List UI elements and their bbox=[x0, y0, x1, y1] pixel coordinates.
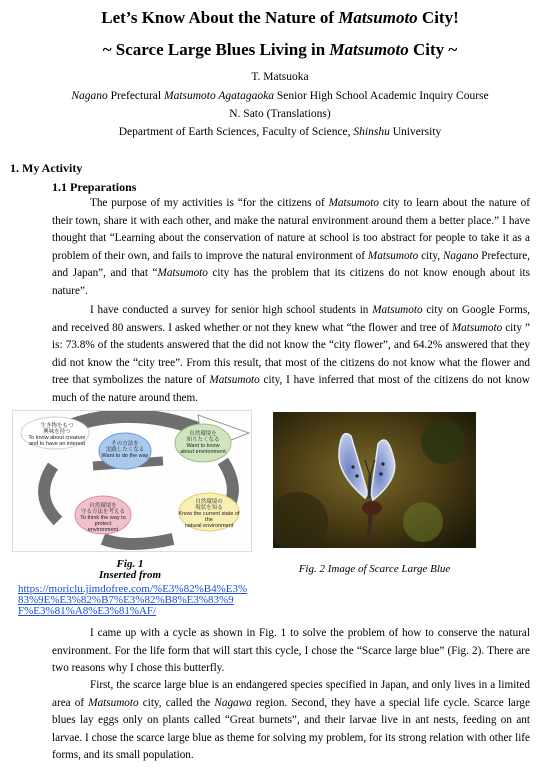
node-knowenv-label: 自然環境を 知りたくなる Want to know about environment bbox=[180, 431, 226, 455]
figure-2-butterfly-photo bbox=[273, 412, 476, 548]
translator: N. Sato (Translations) bbox=[229, 108, 331, 120]
affiliation: Nagano Prefectural Matsumoto Agatagaoka Senior High School Academic Inquiry Course bbox=[71, 90, 489, 102]
figure-1-caption: Fig. 1 Inserted from bbox=[98, 558, 162, 581]
node-interest-label: 生き物をもつ 興味を持つ To know about creature and to have an interest bbox=[28, 423, 86, 447]
department: Department of Earth Sciences, Faculty of Science, Shinshu University bbox=[118, 126, 442, 138]
paragraph-3: I came up with a cycle as shown in Fig. 1 to solve the problem of how to conserve the natural environment. For the life form that will start this cycle, I chose the “Scarce large blue” (Fig. 2). There are two reasons why I chose this butterfly. bbox=[52, 627, 530, 675]
node-practice-label: その方法を 実践したくなる Want to do the way bbox=[101, 441, 149, 459]
paragraph-4: First, the scarce large blue is an endangered species specified in Japan, and only lives in a limited area of Matsumoto city, called the Nagawa region. Second, they have a special life cycle. Scarce large blues lay eggs only on plants called “Great burnets”, and their larvae live in ant nests, feeding on ant larvae. I chose the scarce large blue as theme for solving my problem, for its strong relation with other life forms, and its small population. bbox=[52, 679, 530, 762]
node-current-label: 自然環境の 現状を知る Know the current state of the natural environment bbox=[178, 499, 240, 529]
page-subtitle: ~ Scarce Large Blues Living in Matsumoto City ~ bbox=[102, 40, 458, 59]
figure-1-cycle-diagram bbox=[12, 410, 252, 552]
arrow-bottom bbox=[103, 539, 173, 544]
paragraph-2: I have conducted a survey for senior high school students in Matsumoto city on Google Forms, and received 80 answers. I asked whether or not they knew what “the flower and tree of Matsumoto city ” is: 73.8% of the students answered that the did not know the “city flower”, and 64.2% answered that they did not know the “city tree”. From this result, that most of the citizens do not know what the flower and tree that symbolizes the nature of Matsumoto city, I have inferred that most of the citizens do not know much of the nature around them. bbox=[52, 304, 530, 404]
subsection-heading: 1.1 Preparations bbox=[52, 180, 137, 194]
section-heading: 1. My Activity bbox=[10, 161, 83, 175]
page-title: Let’s Know About the Nature of Matsumoto City! bbox=[101, 8, 459, 27]
author: T. Matsuoka bbox=[251, 71, 309, 83]
figure-1-source-link[interactable]: https://moriclu.jimdofree.com/%E3%82%B4%E3%83%9E%E3%82%B7%E3%82%B8%E3%83%9F%E3%81%A8%E3%81%AF/ bbox=[18, 583, 248, 617]
node-protect-label: 自然環境を 守る方法を考える To think the way to protect environment bbox=[80, 503, 126, 533]
butterfly-image bbox=[273, 412, 476, 548]
paragraph-1: The purpose of my activities is “for the citizens of Matsumoto city to learn about the nature of their town, share it with each other, and make the natural environment around them a better place.” I have thought that “Learning about the conservation of nature at school is too abstract for people to take it as a problem of their own, and fails to improve the natural environment of Matsumoto city, Nagano Prefecture, and Japan”, and that “Matsumoto city has the problem that its citizens do not know enough about its nature”. bbox=[52, 197, 530, 297]
figure-2-caption: Fig. 2 Image of Scarce Large Blue bbox=[298, 563, 451, 575]
